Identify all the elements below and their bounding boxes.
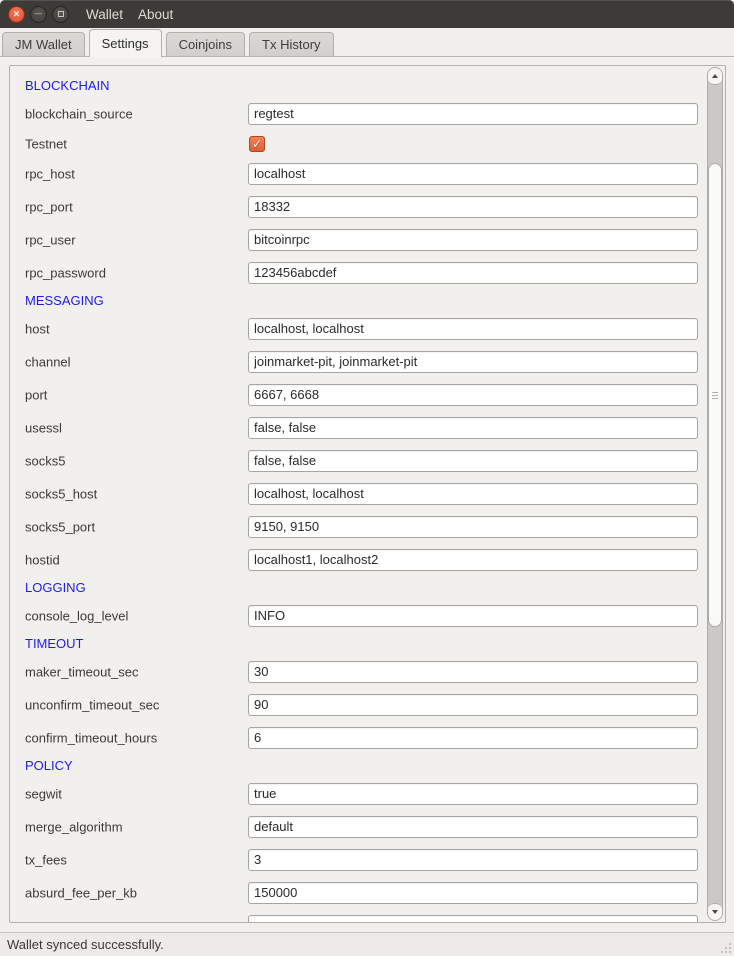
field-row-channel bbox=[10, 345, 708, 378]
field-row-socks5 bbox=[10, 444, 708, 477]
unconfirm-timeout-sec-input[interactable] bbox=[248, 694, 698, 716]
field-row-hostid bbox=[10, 543, 708, 576]
field-row-unconfirm-timeout-sec bbox=[10, 688, 708, 721]
field-label-socks5-host: socks5_host bbox=[25, 486, 98, 501]
field-label-unconfirm-timeout-sec: unconfirm_timeout_sec bbox=[25, 697, 160, 712]
close-icon: ✕ bbox=[12, 8, 21, 19]
port-input[interactable] bbox=[248, 384, 698, 406]
field-label-rpc-host: rpc_host bbox=[25, 166, 75, 181]
socks5-port-input[interactable] bbox=[248, 516, 698, 538]
field-row-socks5-port bbox=[10, 510, 708, 543]
scroll-down-button[interactable] bbox=[708, 903, 722, 920]
tab-tx-history[interactable]: Tx History bbox=[249, 32, 334, 56]
field-row-rpc-user bbox=[10, 223, 708, 256]
menubar bbox=[86, 7, 173, 22]
settings-pane bbox=[0, 57, 734, 932]
field-label-blockchain-source: blockchain_source bbox=[25, 106, 133, 121]
field-row-rpc-password bbox=[10, 256, 708, 289]
field-row-rpc-host bbox=[10, 157, 708, 190]
grip-icon bbox=[712, 392, 718, 393]
field-row-rpc-port bbox=[10, 190, 708, 223]
field-row-console-log-level bbox=[10, 599, 708, 632]
arrow-up-icon bbox=[712, 74, 718, 78]
socks5-input[interactable] bbox=[248, 450, 698, 472]
segwit-input[interactable] bbox=[248, 783, 698, 805]
section-header-logging: LOGGING bbox=[25, 580, 86, 595]
tx-fees-input[interactable] bbox=[248, 849, 698, 871]
field-label-rpc-user: rpc_user bbox=[25, 232, 76, 247]
scroll-up-button[interactable] bbox=[708, 68, 722, 85]
field-row-socks5-host bbox=[10, 477, 708, 510]
resize-grip-icon[interactable] bbox=[720, 942, 732, 954]
host-input[interactable] bbox=[248, 318, 698, 340]
tab-coinjoins[interactable]: Coinjoins bbox=[166, 32, 245, 56]
field-row-tx-fees bbox=[10, 843, 708, 876]
vertical-scrollbar[interactable] bbox=[707, 67, 723, 921]
socks5-host-input[interactable] bbox=[248, 483, 698, 505]
field-label-segwit: segwit bbox=[25, 786, 62, 801]
section-header-blockchain: BLOCKCHAIN bbox=[25, 78, 110, 93]
field-row-usessl bbox=[10, 411, 708, 444]
tab-bar bbox=[0, 28, 734, 57]
field-row-host bbox=[10, 312, 708, 345]
rpc-host-input[interactable] bbox=[248, 163, 698, 185]
field-label-socks5-port: socks5_port bbox=[25, 519, 96, 534]
console-log-level-input[interactable] bbox=[248, 605, 698, 627]
field-label-rpc-port: rpc_port bbox=[25, 199, 73, 214]
field-label-socks5: socks5 bbox=[25, 453, 66, 468]
settings-form bbox=[10, 66, 708, 923]
rpc-user-input[interactable] bbox=[248, 229, 698, 251]
field-label-tx-fees: tx_fees bbox=[25, 852, 67, 867]
tab-settings[interactable]: Settings bbox=[89, 29, 162, 57]
partial-input[interactable] bbox=[248, 915, 698, 924]
field-row-merge-algorithm bbox=[10, 810, 708, 843]
field-label-rpc-password: rpc_password bbox=[25, 265, 106, 280]
section-header-timeout: TIMEOUT bbox=[25, 636, 84, 651]
channel-input[interactable] bbox=[248, 351, 698, 373]
menu-about[interactable]: About bbox=[138, 6, 174, 22]
field-row-testnet bbox=[10, 130, 708, 157]
section-header-messaging: MESSAGING bbox=[25, 293, 104, 308]
field-label-usessl: usessl bbox=[25, 420, 62, 435]
confirm-timeout-hours-input[interactable] bbox=[248, 727, 698, 749]
field-row-blockchain-source bbox=[10, 97, 708, 130]
titlebar bbox=[0, 0, 734, 28]
field-label-hostid: hostid bbox=[25, 552, 60, 567]
field-row-port bbox=[10, 378, 708, 411]
settings-scroll-area bbox=[9, 65, 726, 923]
field-row-partial bbox=[10, 909, 708, 923]
field-label-absurd-fee-per-kb: absurd_fee_per_kb bbox=[25, 885, 138, 900]
field-row-maker-timeout-sec bbox=[10, 655, 708, 688]
status-bar bbox=[0, 932, 734, 956]
hostid-input[interactable] bbox=[248, 549, 698, 571]
scrollbar-thumb[interactable] bbox=[708, 163, 722, 627]
field-label-console-log-level: console_log_level bbox=[25, 608, 129, 623]
tab-jm-wallet[interactable]: JM Wallet bbox=[2, 32, 85, 56]
field-label-channel: channel bbox=[25, 354, 71, 369]
menu-wallet[interactable]: Wallet bbox=[86, 6, 124, 22]
blockchain-source-input[interactable] bbox=[248, 103, 698, 125]
field-label-host: host bbox=[25, 321, 50, 336]
field-label-maker-timeout-sec: maker_timeout_sec bbox=[25, 664, 139, 679]
field-label-port: port bbox=[25, 387, 48, 402]
field-label-confirm-timeout-hours: confirm_timeout_hours bbox=[25, 730, 158, 745]
rpc-password-input[interactable] bbox=[248, 262, 698, 284]
maker-timeout-sec-input[interactable] bbox=[248, 661, 698, 683]
field-label-merge-algorithm: merge_algorithm bbox=[25, 819, 123, 834]
status-text: Wallet synced successfully. bbox=[7, 937, 164, 952]
testnet-checkbox[interactable]: ✓ bbox=[249, 136, 265, 152]
field-label-testnet: Testnet bbox=[25, 136, 67, 151]
rpc-port-input[interactable] bbox=[248, 196, 698, 218]
arrow-down-icon bbox=[712, 910, 718, 914]
field-row-confirm-timeout-hours bbox=[10, 721, 708, 754]
section-header-policy: POLICY bbox=[25, 758, 73, 773]
merge-algorithm-input[interactable] bbox=[248, 816, 698, 838]
field-row-absurd-fee-per-kb bbox=[10, 876, 708, 909]
absurd-fee-per-kb-input[interactable] bbox=[248, 882, 698, 904]
minimize-button[interactable] bbox=[30, 6, 47, 23]
usessl-input[interactable] bbox=[248, 417, 698, 439]
field-row-segwit bbox=[10, 777, 708, 810]
close-button[interactable] bbox=[8, 6, 25, 23]
maximize-icon bbox=[58, 11, 64, 17]
minimize-icon: — bbox=[34, 9, 43, 18]
maximize-button[interactable] bbox=[52, 6, 69, 23]
